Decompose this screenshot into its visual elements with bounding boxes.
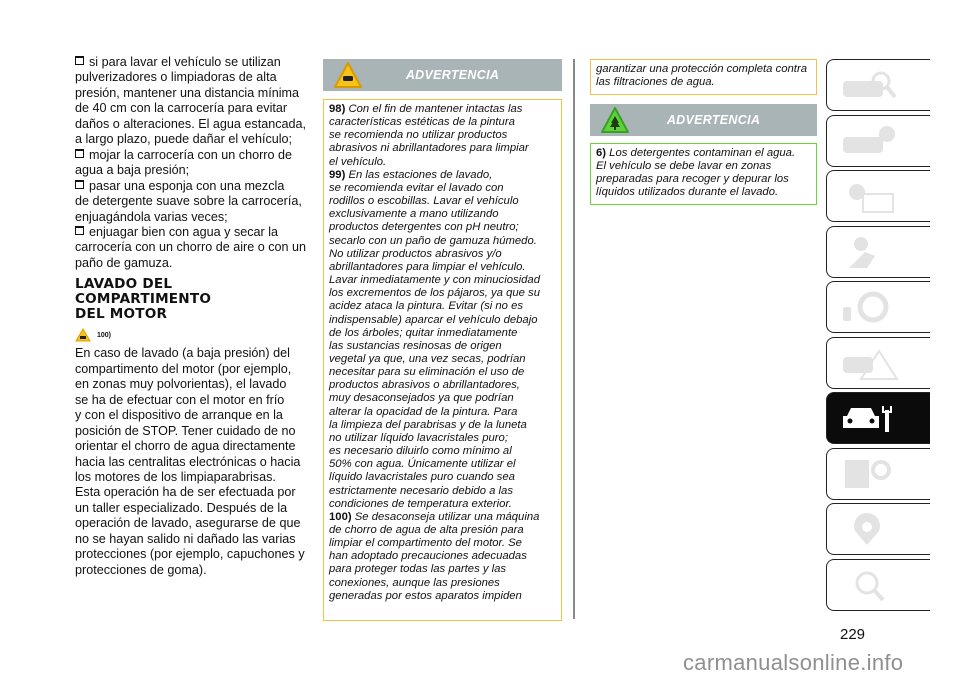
bullet-item: mojar la carrocería con un chorro de agua a baja presión;	[75, 147, 292, 178]
bullet-item: pasar una esponja con una mezcla de detergente suave sobre la carrocería, enjuagándola varias veces;	[75, 178, 302, 224]
tab-index[interactable]	[826, 559, 930, 611]
car-search-icon	[839, 67, 903, 103]
tab-emergency[interactable]	[826, 337, 930, 389]
car-info-icon	[839, 123, 903, 159]
tab-maintenance[interactable]	[826, 392, 930, 444]
bullet-item: enjuagar bien con agua y secar la carrocería con un chorro de aire o con un paño de gamuza.	[75, 224, 307, 270]
column-divider	[573, 59, 575, 619]
bullet-item: si para lavar el vehículo se utilizan pulverizadores o limpiadoras de alta presión, mantener una distancia mínima de 40 cm con la carrocería para evitar daños o alteraciones. El agua estancada, a largo plazo, puede dañar el vehículo;	[75, 55, 307, 147]
watermark: carmanualsonline.info	[683, 650, 904, 675]
tab-technical-data[interactable]	[826, 448, 930, 500]
warning-header: ADVERTENCIA	[323, 59, 562, 91]
specs-gear-icon	[839, 456, 903, 492]
airbag-seat-icon	[839, 234, 903, 270]
left-column	[75, 55, 310, 578]
index-search-icon	[839, 567, 903, 603]
checkbox-bullet-icon	[75, 180, 84, 189]
tab-warning-lights[interactable]	[826, 170, 930, 222]
env-warning-header: ADVERTENCIA	[590, 104, 817, 136]
key-steering-wheel-icon	[839, 289, 903, 325]
page-number: 229	[840, 626, 866, 643]
car-emergency-icon	[839, 345, 903, 381]
checkbox-bullet-icon	[75, 226, 84, 235]
engine-wash-paragraph: En caso de lavado (a baja presión) del compartimento del motor (por ejemplo, en zonas muy polvorientas), el lavado se ha de efectuar con el motor en frío y con el dispositivo de arranque en la posición de STOP. Tener cuidado de no orientar el chorro de agua directamente hacia las centralitas electrónicas o hacia los motores de los limpiaparabrisas. Esta operación ha de ser efectuada por un taller especializado. Después de la operación de lavado, asegurarse de que no se hayan salido ni dañado las varias protecciones (por ejemplo, capuchones y protecciones de goma).	[75, 346, 305, 577]
tab-car-search[interactable]	[826, 59, 930, 111]
multimedia-icon	[839, 511, 903, 547]
env-notes-box: 6) Los detergentes contaminan el agua. El vehículo se debe lavar en zonas preparadas para recoger y depurar los líquidos utilizados durante el lavado.	[590, 143, 817, 205]
tab-starting-driving[interactable]	[826, 281, 930, 333]
tab-car-info[interactable]	[826, 115, 930, 167]
tab-multimedia[interactable]	[826, 503, 930, 555]
tab-safety[interactable]	[826, 226, 930, 278]
warning-light-message-icon	[839, 178, 903, 214]
car-wrench-icon	[839, 400, 903, 436]
checkbox-bullet-icon	[75, 149, 84, 158]
chapter-tabs	[826, 59, 930, 614]
section-heading: LAVADO DEL COMPARTIMENTO DEL MOTOR	[75, 276, 212, 323]
warning-reference: 100)	[75, 326, 310, 344]
warning-continuation-box: garantizar una protección completa contra las filtraciones de agua.	[590, 59, 817, 95]
checkbox-bullet-icon	[75, 56, 84, 65]
warning-notes-box: 98) Con el fin de mantener intactas las características estéticas de la pintura se recomienda no utilizar productos abrasivos ni abrillantadores para limpiar el vehículo. 99) En las estaciones de lavado, se recomienda evitar el lavado con rodillos o escobillas. Lavar el vehículo exclusivamente a mano utilizando productos detergentes con pH neutro; secarlo con un paño de gamuza húmedo. No utilizar productos abrasivos y/o abrillantadores para limpiar el vehículo. Lavar inmediatamente y con minuciosidad los excrementos de los pájaros, ya que su acidez ataca la pintura. Evitar (si no es indispensable) aparcar el vehículo debajo de los árboles; quitar inmediatamente las sustancias resinosas de origen vegetal ya que, una vez secas, podrían necesitar para su eliminación el uso de productos abrasivos o abrillantadores, muy desaconsejados ya que podrían alterar la opacidad de la pintura. Para la limpieza del parabrisas y de la luneta no utilizar líquido lavacristales puro; es necesario diluirlo como mínimo al 50% con agua. Únicamente utilizar el líquido lavacristales puro cuando sea estrictamente necesario debido a las condiciones de temperatura exterior. 100) Se desaconseja utilizar una máquina de chorro de agua de alta presión para limpiar el compartimento del motor. Se han adoptado precauciones adecuadas para proteger todas las partes y las conexiones, aunque las presiones generadas por estos aparatos impiden	[323, 99, 562, 621]
warning-triangle-icon	[75, 328, 91, 342]
